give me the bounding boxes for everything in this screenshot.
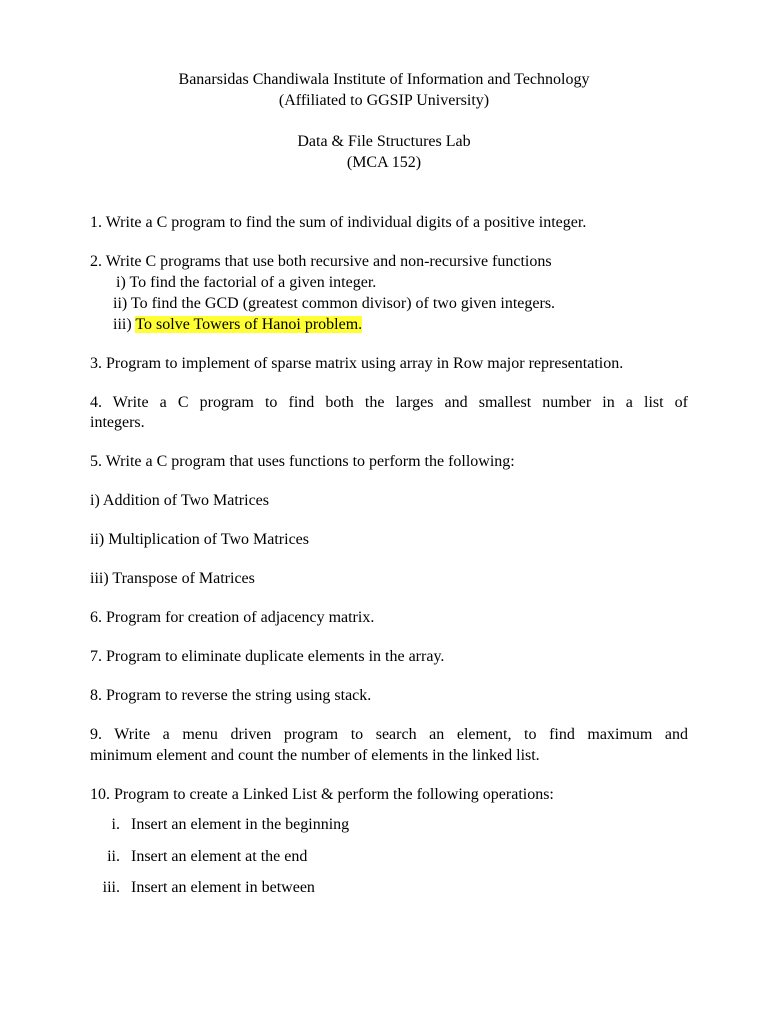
- question-2-title: 2. Write C programs that use both recursive and non-recursive functions: [90, 253, 552, 270]
- question-8: 8. Program to reverse the string using stack.: [90, 687, 372, 704]
- list-text: Insert an element in the beginning: [131, 816, 350, 833]
- list-number: i.: [111, 816, 120, 833]
- question-2-sub-1: i) To find the factorial of a given integer.: [116, 274, 377, 291]
- question-1: 1. Write a C program to find the sum of individual digits of a positive integer.: [90, 214, 587, 231]
- list-number: ii.: [107, 848, 120, 865]
- question-10-sub-2: [90, 847, 307, 867]
- question-5-sub-3: iii) Transpose of Matrices: [90, 570, 255, 587]
- affiliation: (Affiliated to GGSIP University): [278, 92, 490, 109]
- list-text: Insert an element in between: [131, 879, 315, 896]
- question-9-line-1: 9. Write a menu driven program to search an element, to find maximum and: [90, 726, 688, 743]
- question-5-title: 5. Write a C program that uses functions to perform the following:: [90, 453, 515, 470]
- question-5-sub-2: ii) Multiplication of Two Matrices: [90, 531, 309, 548]
- question-10-sub-1: [90, 815, 349, 835]
- question-2-sub-3-prefix: iii): [113, 316, 136, 333]
- question-9-line-2: minimum element and count the number of elements in the linked list.: [90, 747, 540, 764]
- question-5-sub-1: i) Addition of Two Matrices: [90, 492, 270, 509]
- question-6: 6. Program for creation of adjacency matrix.: [90, 609, 375, 626]
- question-2-sub-3: [113, 315, 362, 335]
- question-2-sub-2: ii) To find the GCD (greatest common divisor) of two given integers.: [113, 295, 556, 312]
- lab-title: Data & File Structures Lab: [297, 133, 471, 150]
- highlighted-text: To solve Towers of Hanoi problem.: [135, 316, 363, 333]
- question-3: 3. Program to implement of sparse matrix using array in Row major representation.: [90, 355, 624, 372]
- list-text: Insert an element at the end: [131, 848, 308, 865]
- question-10-title: 10. Program to create a Linked List & perform the following operations:: [90, 786, 554, 803]
- question-4-line-1: 4. Write a C program to find both the larges and smallest number in a list of: [90, 394, 688, 411]
- question-4-line-2: integers.: [90, 414, 145, 431]
- course-code: (MCA 152): [346, 154, 422, 171]
- list-number: iii.: [102, 879, 120, 896]
- question-10-sub-3: [90, 878, 315, 898]
- institute-name: Banarsidas Chandiwala Institute of Information and Technology: [178, 71, 590, 88]
- question-7: 7. Program to eliminate duplicate elements in the array.: [90, 648, 445, 665]
